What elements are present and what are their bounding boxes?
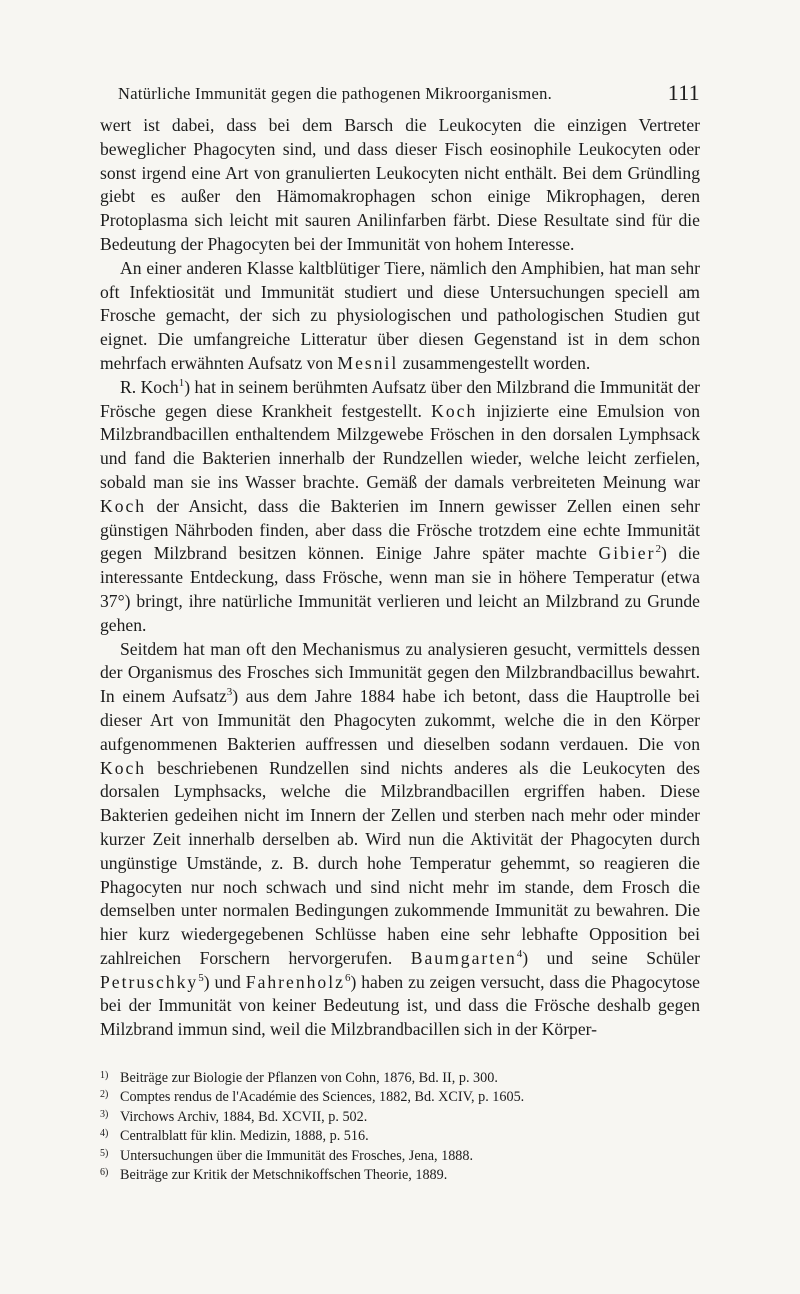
p4-text-c: beschriebenen Rundzellen sind nichts anderes als die Leukocyten des dorsalen Lymphsacks, welche die Milzbrandbacillen ergriffen haben. Diese Bakterien gedeihen nicht im Innern der Zellen und sterben nach mehr oder minder kurzer Zeit innerhalb derselben ab. Wird nun die Aktivität der Phagocyten durch ungünstige Umstände, z. B. durch hohe Temperatur gehemmt, so reagieren die Phagocyten nur noch schwach und sind nicht mehr im stande, dem Frosch die demselben unter normalen Bedingungen zukommende Immunität zu bewahren. Die hier kurz wiedergegebenen Schlüsse haben eine sehr lebhafte Opposition bei zahlreichen Forschern hervorgerufen.	[100, 757, 700, 968]
author-koch-4: Koch	[100, 757, 147, 778]
footnote-number: 5)	[100, 1147, 109, 1159]
footnote-ref-3: 3	[226, 686, 233, 699]
page-number: 111	[667, 80, 700, 105]
footnote-ref-5: 5	[198, 971, 204, 984]
author-koch-3: Koch	[100, 495, 147, 516]
footnote-3	[100, 1108, 700, 1127]
footnote-number: 4)	[100, 1128, 109, 1140]
p4-text-e: ) und	[203, 971, 246, 992]
paragraph-2	[100, 257, 700, 376]
p3-text-d: ) die interessante Entdeckung, dass Frösche, wenn man sie in höhere Temperatur (etwa 37°) bringt, ihre natürliche Immunität verlieren und leicht an Milzbrand zu Grunde gehen.	[100, 543, 700, 635]
footnote-ref-2: 2	[655, 543, 661, 556]
author-fahrenholz: Fahrenholz	[245, 971, 345, 992]
footnote-text: Beiträge zur Kritik der Metschnikoffschen Theorie, 1889.	[120, 1167, 448, 1184]
footnotes	[100, 1069, 700, 1185]
author-baumgarten: Baumgarten	[410, 947, 517, 968]
p4-text-d: ) und seine Schüler	[522, 947, 700, 968]
p4-text-b: ) aus dem Jahre 1884 habe ich betont, dass die Hauptrolle bei dieser Art von Immunität den Phagocyten zukommt, welche die in den Körper aufgenommenen Bakterien auffressen und dieselben sodann verdauen. Die von	[100, 686, 700, 754]
author-petruschky: Petruschky	[100, 971, 199, 992]
author-koch-2: Koch	[431, 400, 478, 421]
footnote-text: Comptes rendus de l'Académie des Sciences, 1882, Bd. XCIV, p. 1605.	[120, 1089, 525, 1106]
footnote-text: Virchows Archiv, 1884, Bd. XCVII, p. 502.	[120, 1108, 368, 1125]
p2-text-a: An einer anderen Klasse kaltblütiger Tiere, nämlich den Amphibien, hat man sehr oft Infektiosität und Immunität studiert und diese Untersuchungen speciell am Frosche gemacht, der sich zu physiologischen und pathologischen Studien gut eignet. Die umfangreiche Litteratur über diesen Gegenstand ist in dem schon mehrfach erwähnten Aufsatz von	[100, 257, 700, 373]
footnote-ref-4: 4	[516, 947, 523, 960]
footnote-number: 2)	[100, 1089, 109, 1101]
footnote-1	[100, 1069, 700, 1088]
p1-text: wert ist dabei, dass bei dem Barsch die Leukocyten die einzigen Vertreter beweglicher Phagocyten sind, und dass dieser Fisch eosinophile Leukocyten oder sonst irgend eine Art von granulierten Leukocyten nicht enthält. Bei dem Gründling giebt es außer den Hämomakrophagen schon einige Mikrophagen, deren Protoplasma sich leicht mit sauren Anilinfarben färbt. Diese Resultate sind für die Bedeutung der Phagocyten bei der Immunität von hohem Interesse.	[100, 115, 700, 254]
paragraph-3	[100, 376, 700, 638]
footnote-5	[100, 1147, 700, 1166]
p4-text-a: Seitdem hat man oft den Mechanismus zu analysieren gesucht, vermittels dessen der Organismus des Frosches sich Immunität gegen den Milzbrandbacillus bewahrt. In einem Aufsatz	[100, 638, 700, 707]
running-title: Natürliche Immunität gegen die pathogenen Mikroorganismen.	[118, 84, 553, 103]
p3-text-b: injizierte eine Emulsion von Milzbrandbacillen enthaltendem Milzgewebe Fröschen in den dorsalen Lymphsack und fand die Bakterien innerhalb der Rundzellen wieder, welche leicht zerfielen, sobald man sie ins Wasser brachte. Gemäß der damals verbreiteten Meinung war	[100, 400, 700, 492]
author-mesnil: Mesnil	[337, 352, 399, 373]
footnote-number: 3)	[100, 1108, 109, 1120]
footnote-ref-1: 1	[178, 376, 185, 389]
main-text	[100, 114, 700, 1042]
p4-text-f: ) haben zu zeigen versucht, dass die Phagocytose bei der Immunität von keiner Bedeutung ist, und dass die Frösche deshalb gegen Milzbrand immun sind, weil die Milzbrandbacillen sich in der Körper-	[100, 971, 700, 1040]
footnote-text: Untersuchungen über die Immunität des Frosches, Jena, 1888.	[120, 1147, 474, 1164]
paragraph-4	[100, 638, 700, 1043]
footnote-ref-6: 6	[344, 971, 351, 984]
author-koch-1: R. Koch	[120, 376, 179, 397]
p3-text-c: der Ansicht, dass die Bakterien im Innern gewisser Zellen einen sehr günstigen Nährboden finden, aber dass die Frösche trotzdem eine echte Immunität gegen Milzbrand besitzen können. Einige Jahre später machte	[100, 495, 700, 564]
p3-text-a: ) hat in seinem berühmten Aufsatz über den Milzbrand die Immunität der Frösche gegen diese Krankheit festgestellt.	[100, 376, 701, 421]
footnote-text: Centralblatt für klin. Medizin, 1888, p. 516.	[120, 1128, 369, 1145]
paragraph-1	[100, 114, 700, 257]
p2-text-b: zusammengestellt worden.	[398, 352, 591, 373]
author-gibier: Gibier	[598, 543, 656, 564]
footnote-4	[100, 1127, 700, 1146]
running-header	[100, 80, 700, 106]
footnote-6	[100, 1166, 700, 1185]
footnote-2	[100, 1088, 700, 1107]
footnote-number: 1)	[100, 1070, 109, 1081]
footnote-text: Beiträge zur Biologie der Pflanzen von Cohn, 1876, Bd. II, p. 300.	[120, 1070, 498, 1086]
footnote-number: 6)	[100, 1167, 109, 1179]
